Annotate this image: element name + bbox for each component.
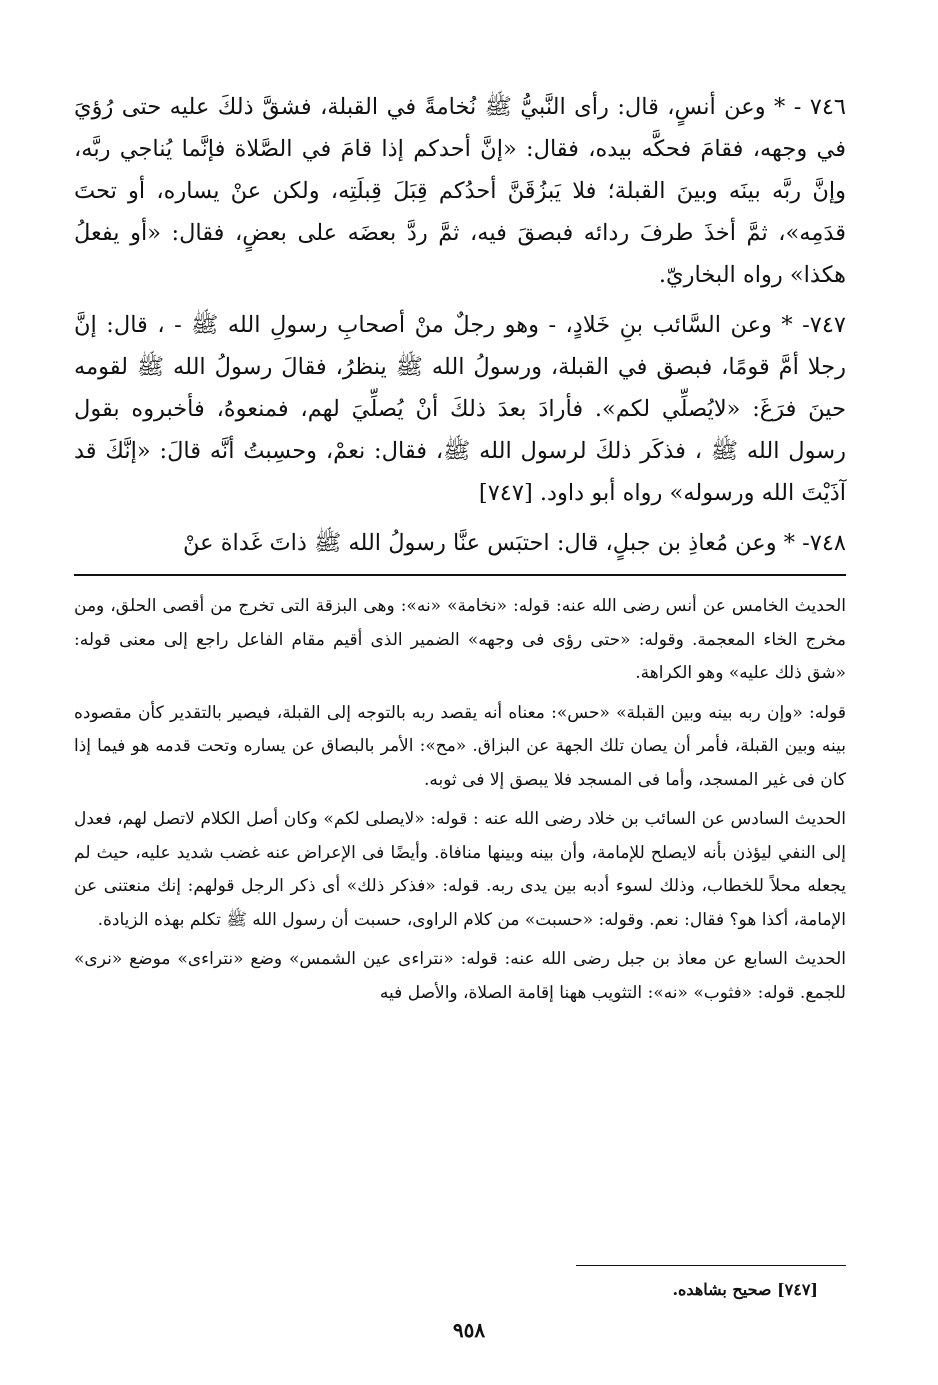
commentary-block	[74, 590, 846, 1010]
page-number: ٩٥٨	[452, 1318, 486, 1342]
footnote-rule	[576, 1265, 846, 1266]
footnote: [٧٤٧] صحيح بشاهده.	[672, 1280, 818, 1299]
commentary-paragraph-3: الحديث السادس عن السائب بن خلاد رضى الله عنه : قوله: «لايصلى لكم» وكان أصل الكلام لاتصل لهم، فعدل إلى النفي ليؤذن بأنه لايصلح للإمامة، وأن بينه وبينها منافاة. وأيضًا فى الإعراض عنه غضب شديد عليه، حيث لم يجعله محلاً للخطاب، وذلك لسوء أدبه بين يدى ربه. قوله: «فذكر ذلك» أى ذكر الرجل قولهم: إنك منعتنى عن الإمامة، أكذا هو؟ فقال: نعم. وقوله: «حسبت» من كلام الراوى، حسبت أن رسول الله ﷺ تكلم بهذه الزيادة.	[74, 809, 846, 930]
page-body	[74, 86, 846, 1016]
commentary-paragraph-4: الحديث السابع عن معاذ بن جبل رضى الله عنه: قوله: «نتراءى عين الشمس» وضع «نتراءى» موضع «نرى» للجمع. قوله: «فثوب» «نه»: التثويب ههنا إقامة الصلاة، والأصل فيه	[74, 949, 846, 1003]
hadith-text-block	[74, 86, 846, 564]
hadith-748-paragraph: ٧٤٨- * وعن مُعاذِ بن جبلٍ، قال: احتبَس عنَّا رسولُ الله ﷺ ذاتَ غَداة عنْ	[183, 530, 846, 556]
hadith-746-paragraph: ٧٤٦ - * وعن أنسٍ، قال: رأى النَّبيُّ ﷺ نُخامةً في القبلة، فشقَّ ذلكَ عليه حتى رُؤيَ في وجهه، فقامَ فحكَّه بيده، فقال: «إنَّ أحدكم إذا قامَ في الصَّلاة فإنَّما يُناجي ربَّه، وإنَّ ربَّه بينَه وبينَ القبلة؛ فلا يَبزُقَنَّ أحدُكم قِبَلَ قِبلَتِه، ولكن عنْ يساره، أو تحتَ قدَمِه»، ثمَّ أخذَ طرفَ ردائه فبصقَ فيه، ثمَّ ردَّ بعضَه على بعضٍ، فقال: «أو يفعلُ هكذا» رواه البخاريّ.	[74, 94, 846, 288]
commentary-paragraph-1: الحديث الخامس عن أنس رضى الله عنه: قوله: «نخامة» «نه»: وهى البزقة التى تخرج من أقصى الحلق، ومن مخرج الخاء المعجمة. وقوله: «حتى رؤى فى وجهه» الضمير الذى أقيم مقام الفاعل راجع إلى معنى قوله: «شق ذلك عليه» وهو الكراهة.	[74, 596, 846, 683]
commentary-paragraph-2: قوله: «وإن ربه بينه وبين القبلة» «حس»: معناه أنه يقصد ربه بالتوجه إلى القبلة، فيصير بالتقدير كأن مقصوده بينه وبين القبلة، فأمر أن يصان تلك الجهة عن البزاق. «مح»: الأمر بالبصاق عن يساره وتحت قدمه هو فيما إذا كان فى غير المسجد، وأما فى المسجد فلا يبصق إلا فى ثوبه.	[74, 702, 846, 790]
hadith-747-paragraph: ٧٤٧- * وعن السَّائب بنِ خَلادٍ، - وهو رجلٌ منْ أصحابِ رسولِ الله ﷺ - ، قال: إنَّ رجلا أمَّ قومًا، فبصق في القبلة، ورسولُ الله ﷺ ينظرُ، فقالَ رسولُ الله ﷺ لقومه حينَ فرَغَ: «لايُصلِّي لكم». فأرادَ بعدَ ذلكَ أنْ يُصلِّيَ لهم، فمنعوهُ، فأخبروه بقول رسول الله ﷺ ، فذكَر ذلكَ لرسول الله ﷺ، فقال: نعمْ، وحسِبتُ أنَّه قالَ: «إنَّكَ قد آذَيْتَ الله ورسوله» رواه أبو داود. [٧٤٧]	[74, 312, 846, 506]
section-divider	[74, 574, 846, 576]
